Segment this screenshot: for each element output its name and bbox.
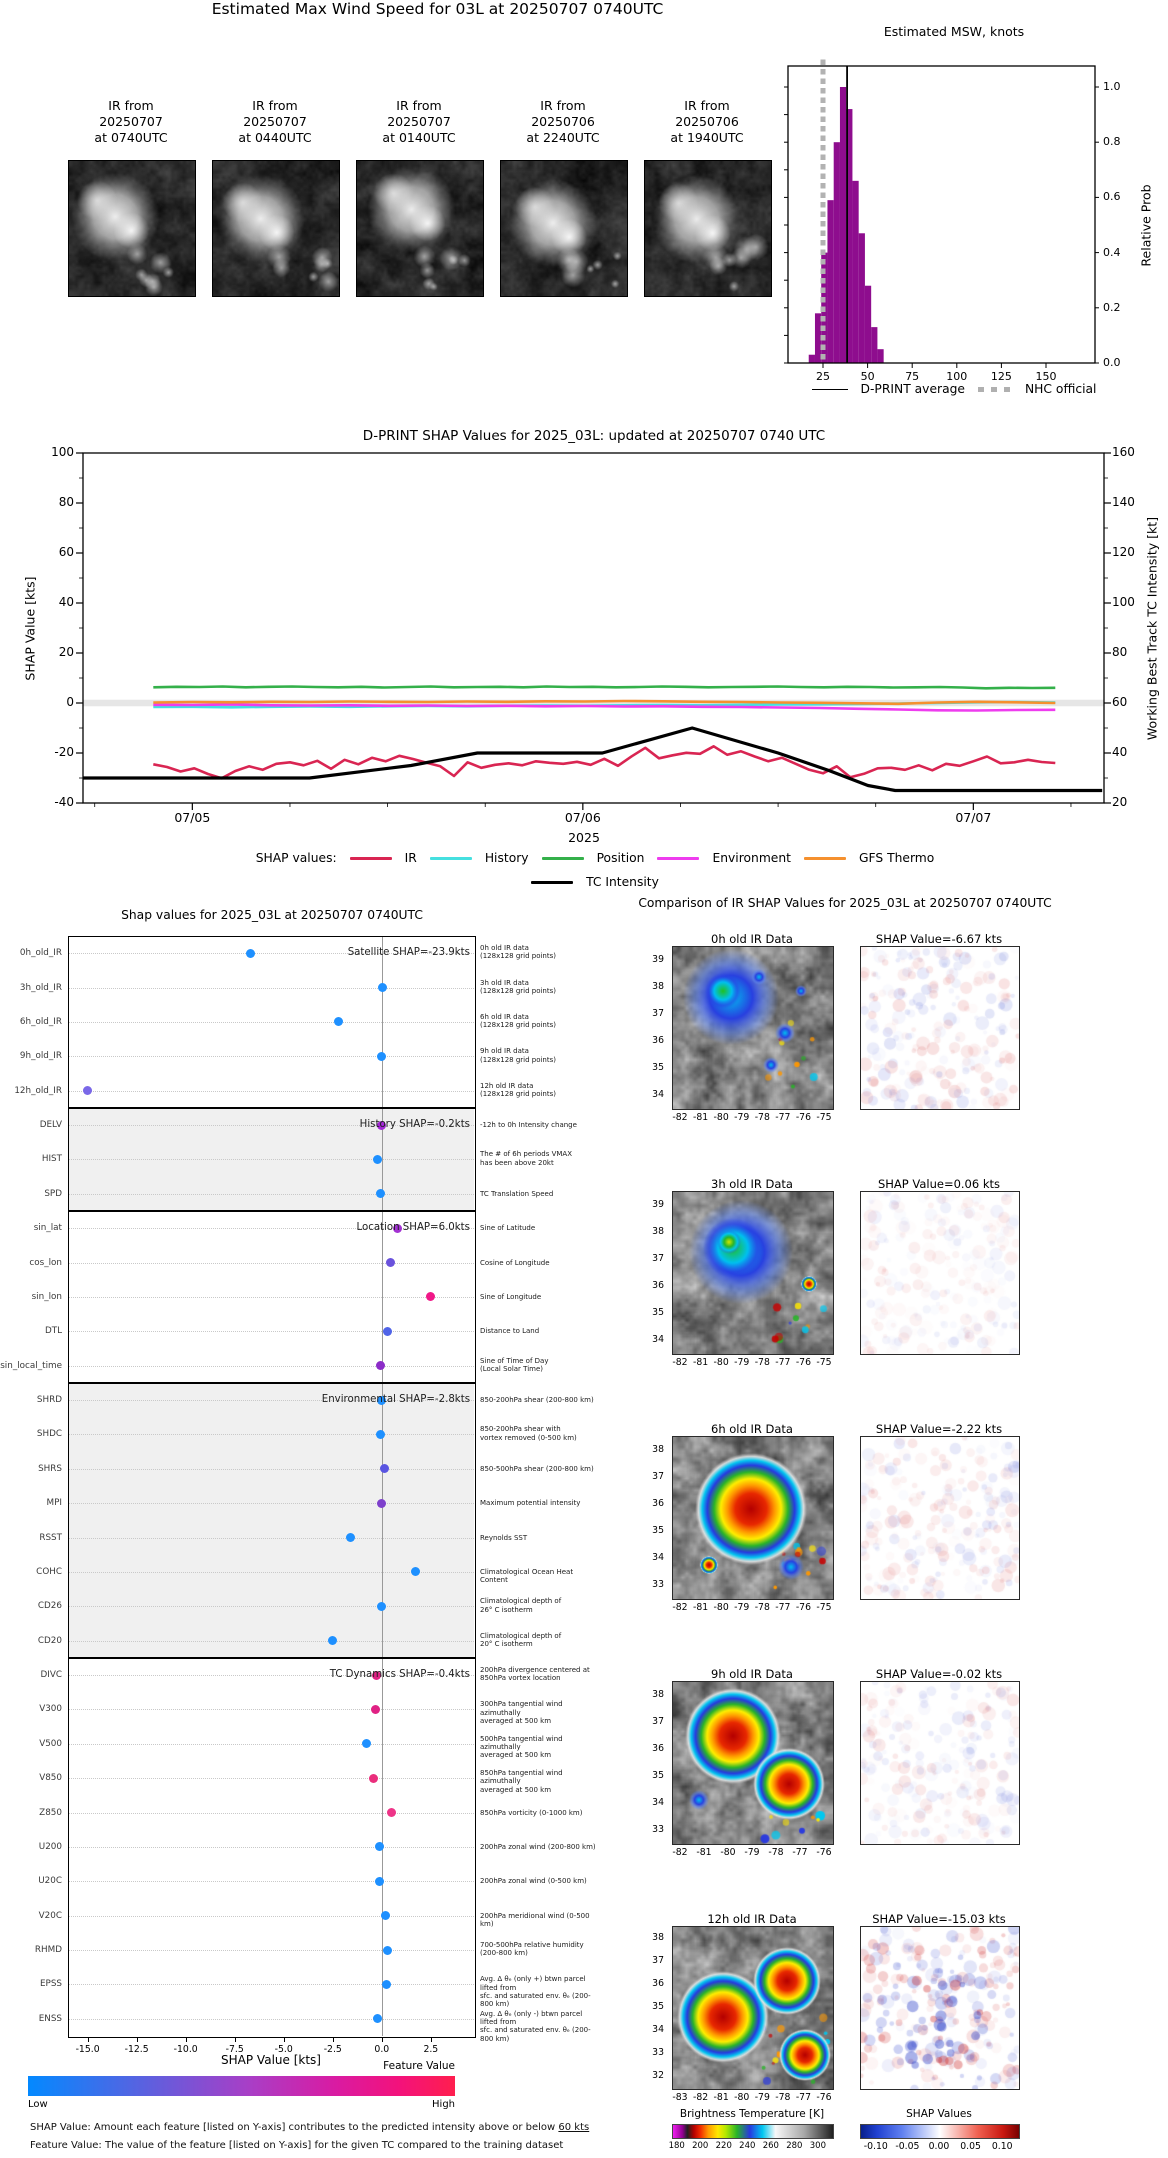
beeswarm-feature-label: MPI (46, 1498, 62, 1509)
beeswarm-feature-label: V500 (39, 1738, 62, 1749)
beeswarm-feature-label: DELV (39, 1120, 62, 1131)
beeswarm-xlabel: SHAP Value [kts] (221, 2053, 321, 2067)
beeswarm-xtick-label: -15.0 (75, 2044, 100, 2055)
lon-tick-label: -77 (775, 1602, 791, 1613)
beeswarm-feature-description: 200hPa zonal wind (0-500 km) (480, 1877, 587, 1886)
shap-footnote-1-text: SHAP Value: Amount each feature [listed on Y-axis] contributes to the predicted intensity above or below (30, 2122, 559, 2133)
ir-thumbnail-2 (356, 98, 482, 297)
lat-tick-label: 36 (652, 1279, 664, 1291)
ir-data-title-0: 0h old IR Data (711, 932, 793, 946)
timeline-ytick-left: 0 (66, 695, 74, 709)
timeline-ytick-left: 60 (58, 545, 74, 559)
ir-data-image-1 (672, 1191, 834, 1355)
feature-value-high-label: High (432, 2099, 455, 2110)
lat-tick-label: 38 (652, 1688, 664, 1700)
msw-histogram-block (740, 0, 1168, 420)
ir-data-title-4: 12h old IR Data (707, 1912, 797, 1926)
beeswarm-section-header: TC Dynamics SHAP=-0.4kts (329, 1669, 470, 1681)
histogram-ytick: 0.0 (1103, 356, 1121, 369)
beeswarm-feature-label: CD20 (37, 1635, 62, 1646)
shap-value-title-2: SHAP Value=-2.22 kts (875, 1422, 1003, 1436)
histogram-ytick: 1.0 (1103, 80, 1121, 93)
lat-tick-label: 37 (652, 1252, 664, 1264)
legend-swatch-tc-intensity (531, 881, 573, 884)
beeswarm-feature-label: 0h_old_IR (19, 948, 62, 959)
beeswarm-feature-description: 12h old IR data (128x128 grid points) (480, 1081, 556, 1098)
timeline-ytick-right: 100 (1112, 595, 1135, 609)
legend-swatch-position (542, 857, 584, 860)
lat-tick-label: 39 (652, 953, 664, 965)
beeswarm-feature-label: sin_lat (33, 1223, 62, 1234)
shap-value-title-3: SHAP Value=-0.02 kts (875, 1667, 1003, 1681)
lon-tick-label: -80 (713, 1357, 729, 1368)
lon-tick-label: -79 (754, 2092, 770, 2103)
histogram-legend (740, 382, 1168, 396)
legend-swatch-environment (657, 857, 699, 860)
ir-shap-image-2 (860, 1436, 1020, 1600)
beeswarm-feature-label: HIST (41, 1154, 62, 1165)
timeline-ytick-right: 80 (1112, 645, 1128, 659)
beeswarm-feature-label: SHRS (38, 1463, 62, 1474)
beeswarm-feature-label: 3h_old_IR (19, 982, 62, 993)
lon-tick-label: -75 (816, 1112, 832, 1123)
timeline-ytick-left: 40 (58, 595, 74, 609)
beeswarm-feature-description: 200hPa meridional wind (0-500 km) (480, 1911, 590, 1928)
beeswarm-feature-description: 850hPa vorticity (0-1000 km) (480, 1808, 583, 1817)
beeswarm-feature-label: V300 (39, 1704, 62, 1715)
lon-tick-label: -78 (754, 1602, 770, 1613)
lon-tick-label: -78 (754, 1357, 770, 1368)
ir-data-image-3 (672, 1681, 834, 1845)
shap-footnote-2: Feature Value: The value of the feature [listed on Y-axis] for the given TC compared to the training dataset (30, 2140, 564, 2151)
shap-colorbar-tick: 0.05 (960, 2141, 981, 2152)
comparison-title: Comparison of IR SHAP Values for 2025_03L at 20250707 0740UTC (638, 896, 1052, 910)
feature-value-low-label: Low (28, 2099, 48, 2110)
beeswarm-feature-label: sin_lon (31, 1291, 62, 1302)
histogram-xtick: 50 (860, 370, 875, 383)
ir-thumbnail-label: IR from 20250707 at 0740UTC (94, 98, 168, 145)
shap-footnote-1-underlined: 60 kts (558, 2122, 590, 2133)
ir-thumbnail-3 (500, 98, 626, 297)
timeline-ytick-right: 160 (1112, 445, 1135, 459)
beeswarm-feature-description: 850hPa tangential wind azimuthally averaged at 500 km (480, 1769, 563, 1794)
beeswarm-feature-label: V850 (39, 1773, 62, 1784)
timeline-year-label: 2025 (568, 830, 600, 845)
beeswarm-feature-label: U20C (38, 1876, 62, 1887)
shap-beeswarm-block (0, 900, 600, 2158)
beeswarm-feature-description: Sine of Latitude (480, 1224, 536, 1233)
timeline-ytick-left: 80 (58, 495, 74, 509)
beeswarm-feature-description: Avg. Δ θₑ (only +) btwn parcel lifted from sfc. and saturated env. θₑ (200-800 km) (480, 1975, 591, 2009)
ir-thumbnail-image (212, 160, 340, 297)
beeswarm-feature-description: The # of 6h periods VMAX has been above 20kt (480, 1150, 573, 1167)
bt-colorbar (672, 2124, 834, 2139)
lon-tick-label: -77 (795, 2092, 812, 2103)
shap-colorbar-tick: -0.10 (863, 2141, 888, 2152)
lon-tick-label: -78 (775, 2092, 791, 2103)
beeswarm-xtick-label: -2.5 (323, 2044, 342, 2055)
lat-tick-label: 34 (652, 1088, 664, 1100)
timeline-ytick-left: 100 (51, 445, 74, 459)
timeline-legend-row2 (60, 875, 1130, 889)
beeswarm-feature-description: 500hPa tangential wind azimuthally averaged at 500 km (480, 1734, 563, 1760)
lat-tick-label: 35 (652, 1061, 664, 1073)
feature-value-colorbar-title: Feature Value (383, 2060, 455, 2072)
lat-tick-label: 37 (652, 1715, 664, 1727)
feature-value-colorbar (28, 2076, 455, 2096)
beeswarm-feature-description: 0h old IR data (128x128 grid points) (480, 944, 556, 961)
legend-label-gfs-thermo: GFS Thermo (858, 851, 935, 865)
beeswarm-feature-label: DTL (44, 1326, 62, 1337)
lon-tick-label: -75 (816, 1602, 832, 1613)
beeswarm-xtick-mark (186, 2037, 187, 2042)
ir-data-image-0 (672, 946, 834, 1110)
dprint-average-line-sample (812, 389, 848, 390)
beeswarm-feature-description: Sine of Longitude (480, 1292, 542, 1301)
beeswarm-feature-label: 6h_old_IR (19, 1016, 62, 1027)
timeline-ytick-right: 20 (1112, 795, 1128, 809)
legend-label-ir: IR (404, 851, 417, 865)
timeline-ytick-left: -20 (54, 745, 74, 759)
lat-tick-label: 37 (652, 1007, 664, 1019)
legend-label-position: Position (596, 851, 645, 865)
beeswarm-feature-label: U200 (38, 1841, 62, 1852)
beeswarm-feature-label: cos_lon (29, 1257, 62, 1268)
lat-tick-label: 38 (652, 1931, 664, 1943)
beeswarm-feature-label: CD26 (37, 1601, 62, 1612)
lat-tick-label: 36 (652, 1977, 664, 1989)
lon-tick-label: -81 (692, 1602, 709, 1613)
lon-tick-label: -77 (775, 1357, 791, 1368)
timeline-ytick-left: -40 (54, 795, 74, 809)
lon-tick-label: -79 (734, 1357, 750, 1368)
beeswarm-feature-description: Climatological Ocean Heat Content (480, 1567, 574, 1585)
beeswarm-feature-description: Sine of Time of Day (Local Solar Time) (480, 1356, 549, 1373)
nhc-official-dash-sample (978, 387, 1012, 392)
lon-tick-label: -80 (734, 2092, 750, 2103)
lon-tick-label: -78 (768, 1847, 784, 1858)
beeswarm-feature-label: V20C (38, 1910, 62, 1921)
histogram-xtick: 150 (1035, 370, 1057, 383)
shap-colorbar-tick: 0.00 (928, 2141, 950, 2152)
beeswarm-feature-label: 9h_old_IR (19, 1051, 62, 1062)
lon-tick-label: -77 (792, 1847, 808, 1858)
lon-tick-label: -83 (672, 2092, 688, 2103)
legend-label-environment: Environment (712, 851, 791, 865)
beeswarm-feature-label: RSST (39, 1532, 62, 1543)
beeswarm-feature-label: SHRD (36, 1395, 62, 1406)
timeline-ytick-left: 20 (58, 645, 74, 659)
timeline-legend-row1 (60, 851, 1130, 865)
beeswarm-title: Shap values for 2025_03L at 20250707 0740UTC (121, 908, 423, 922)
ir-data-title-3: 9h old IR Data (711, 1667, 793, 1681)
beeswarm-feature-description: Cosine of Longitude (480, 1258, 550, 1267)
bt-colorbar-tick: 220 (715, 2141, 732, 2151)
ir-data-title-2: 6h old IR Data (711, 1422, 793, 1436)
ir-data-title-1: 3h old IR Data (711, 1177, 793, 1191)
lon-tick-label: -79 (734, 1112, 750, 1123)
lon-tick-label: -81 (713, 2092, 729, 2103)
beeswarm-xtick-label: -7.5 (225, 2044, 244, 2055)
ir-data-image-4 (672, 1926, 834, 2090)
beeswarm-feature-description: Avg. Δ θₑ (only -) btwn parcel lifted from sfc. and saturated env. θₑ (200-800 km) (480, 2009, 591, 2043)
lat-tick-label: 39 (652, 1198, 664, 1210)
bt-colorbar-tick: 280 (786, 2141, 803, 2151)
bt-colorbar-tick: 260 (762, 2141, 779, 2151)
legend-swatch-gfs-thermo (804, 857, 846, 860)
page-title: Estimated Max Wind Speed for 03L at 20250707 0740UTC (211, 0, 664, 18)
beeswarm-xtick-label: 0.0 (374, 2044, 390, 2055)
lat-tick-label: 33 (652, 1578, 664, 1590)
shap-colorbar-tick: -0.05 (895, 2141, 920, 2152)
lon-tick-label: -75 (816, 1357, 832, 1368)
beeswarm-feature-description: Climatological depth of 20° C isotherm (480, 1631, 562, 1648)
beeswarm-feature-description: 850-200hPa shear (200-800 km) (480, 1396, 594, 1405)
lon-tick-label: -76 (795, 1112, 812, 1123)
beeswarm-feature-description: 850-500hPa shear (200-800 km) (480, 1464, 594, 1473)
timeline-plot (60, 445, 1130, 817)
beeswarm-section-header: Environmental SHAP=-2.8kts (321, 1394, 470, 1406)
lat-tick-label: 37 (652, 1470, 664, 1482)
lat-tick-label: 34 (652, 1333, 664, 1345)
timeline-xtick: 07/05 (174, 810, 211, 825)
lat-tick-label: 35 (652, 1524, 664, 1536)
ir-shap-image-0 (860, 946, 1020, 1110)
beeswarm-feature-description: Reynolds SST (480, 1533, 528, 1542)
bt-colorbar-tick: 180 (668, 2141, 685, 2151)
beeswarm-feature-description: -12h to 0h Intensity change (480, 1121, 577, 1130)
shap-colorbar-title: SHAP Values (906, 2108, 972, 2120)
ir-thumbnail-1 (212, 98, 338, 297)
histogram-title: Estimated MSW, knots (883, 24, 1025, 39)
bt-colorbar-title: Brightness Temperature [K] (679, 2108, 825, 2120)
histogram-xtick: 125 (990, 370, 1012, 383)
lon-tick-label: -81 (692, 1112, 709, 1123)
beeswarm-feature-description: 6h old IR data (128x128 grid points) (480, 1012, 556, 1030)
legend-label-history: History (484, 851, 529, 865)
lat-tick-label: 36 (652, 1742, 664, 1754)
lon-tick-label: -82 (692, 2092, 709, 2103)
beeswarm-xtick-label: -12.5 (124, 2044, 149, 2055)
lon-tick-label: -76 (816, 2092, 832, 2103)
lat-tick-label: 35 (652, 1306, 664, 1318)
histogram-ytick: 0.4 (1103, 245, 1121, 259)
legend-nhc-official: NHC official (1024, 382, 1097, 396)
beeswarm-feature-label: DIVC (40, 1670, 62, 1681)
lon-tick-label: -76 (795, 1357, 812, 1368)
timeline-xtick: 07/07 (955, 810, 992, 825)
timeline-ytick-right: 140 (1112, 495, 1135, 509)
beeswarm-section-header: Satellite SHAP=-23.9kts (347, 947, 470, 959)
timeline-ytick-right: 60 (1112, 695, 1128, 709)
beeswarm-feature-label: RHMD (34, 1945, 62, 1956)
legend-swatch-ir (350, 857, 392, 860)
lon-tick-label: -78 (754, 1112, 770, 1123)
lat-tick-label: 38 (652, 1443, 664, 1455)
beeswarm-feature-description: TC Translation Speed (480, 1189, 554, 1198)
shap-value-title-0: SHAP Value=-6.67 kts (875, 932, 1003, 946)
beeswarm-xtick-label: 2.5 (423, 2044, 439, 2055)
beeswarm-feature-label: SPD (44, 1188, 62, 1199)
timeline-ytick-right: 40 (1112, 745, 1128, 759)
beeswarm-feature-label: EPSS (39, 1979, 62, 1990)
ir-thumbnail-image (68, 160, 196, 297)
ir-thumbnail-label: IR from 20250706 at 2240UTC (526, 98, 600, 145)
lat-tick-label: 32 (652, 2070, 664, 2082)
ir-thumbnail-image (500, 160, 628, 297)
legend-dprint-average: D-PRINT average (860, 382, 965, 396)
legend-swatch-history (430, 857, 472, 860)
beeswarm-feature-label: 12h_old_IR (14, 1085, 62, 1096)
bt-colorbar-tick: 240 (739, 2141, 756, 2151)
lon-tick-label: -80 (713, 1112, 729, 1123)
beeswarm-feature-label: Z850 (39, 1807, 62, 1818)
histogram-ylabel: Relative Prob (1138, 184, 1154, 267)
shap-footnote-1 (30, 2122, 590, 2133)
lat-tick-label: 35 (652, 1769, 664, 1781)
timeline-title: D-PRINT SHAP Values for 2025_03L: updated at 20250707 0740 UTC (362, 428, 826, 444)
beeswarm-feature-description: 300hPa tangential wind azimuthally averaged at 500 km (480, 1700, 563, 1725)
ir-thumbnail-0 (68, 98, 194, 297)
ir-thumbnail-image (356, 160, 484, 297)
lat-tick-label: 34 (652, 2024, 664, 2036)
shap-value-title-4: SHAP Value=-15.03 kts (872, 1912, 1006, 1926)
histogram-ytick: 0.2 (1103, 300, 1121, 314)
lat-tick-label: 38 (652, 1225, 664, 1237)
shap-colorbar-tick: 0.10 (991, 2141, 1013, 2152)
beeswarm-feature-description: Distance to Land (480, 1327, 540, 1336)
timeline-ylabel-left: SHAP Value [kts] (22, 576, 38, 681)
histogram-xtick: 25 (816, 370, 830, 383)
bt-colorbar-tick: 300 (809, 2141, 826, 2151)
beeswarm-feature-description: 850-200hPa shear with vortex removed (0-500 km) (480, 1425, 577, 1442)
histogram-ytick: 0.8 (1103, 135, 1121, 149)
lat-tick-label: 35 (652, 2001, 664, 2012)
beeswarm-feature-description: 9h old IR data (128x128 grid points) (480, 1047, 556, 1064)
beeswarm-feature-label: sin_local_time (0, 1360, 62, 1371)
ir-data-image-2 (672, 1436, 834, 1600)
lon-tick-label: -80 (713, 1602, 729, 1613)
lon-tick-label: -80 (720, 1847, 736, 1858)
beeswarm-xtick-mark (284, 2037, 285, 2042)
histogram-xtick: 75 (905, 370, 920, 383)
lon-tick-label: -81 (692, 1357, 709, 1368)
beeswarm-xtick-mark (137, 2037, 138, 2042)
lat-tick-label: 38 (652, 980, 664, 992)
lon-tick-label: -82 (672, 1112, 688, 1123)
shap-colorbar (860, 2124, 1020, 2139)
lon-tick-label: -82 (672, 1847, 688, 1858)
lat-tick-label: 33 (652, 1823, 664, 1835)
lat-tick-label: 36 (652, 1034, 664, 1046)
lon-tick-label: -76 (816, 1847, 832, 1858)
beeswarm-feature-description: Maximum potential intensity (480, 1499, 581, 1508)
beeswarm-feature-description: 3h old IR data (128x128 grid points) (480, 978, 556, 995)
timeline-legend-prefix: SHAP values: (255, 851, 337, 865)
lon-tick-label: -79 (734, 1602, 750, 1613)
ir-shap-image-3 (860, 1681, 1020, 1845)
beeswarm-xtick-label: -10.0 (173, 2044, 198, 2055)
lon-tick-label: -79 (744, 1847, 760, 1858)
beeswarm-section-header: Location SHAP=6.0kts (356, 1222, 470, 1234)
legend-label-tc-intensity: TC Intensity (586, 875, 659, 889)
lon-tick-label: -77 (775, 1112, 791, 1123)
histogram-xtick: 100 (946, 370, 968, 383)
ir-thumbnail-label: IR from 20250707 at 0140UTC (382, 98, 456, 145)
beeswarm-xtick-mark (431, 2037, 432, 2042)
shap-value-title-1: SHAP Value=0.06 kts (877, 1177, 1001, 1191)
beeswarm-feature-label: ENSS (38, 2013, 62, 2024)
ir-thumbnail-label: IR from 20250707 at 0440UTC (238, 98, 312, 145)
histogram-ytick: 0.6 (1103, 190, 1121, 204)
lat-tick-label: 36 (652, 1497, 664, 1509)
beeswarm-xtick-label: -5.0 (274, 2044, 293, 2055)
lat-tick-label: 34 (652, 1551, 664, 1563)
beeswarm-feature-description: 700-500hPa relative humidity (200-800 km) (480, 1941, 584, 1958)
ir-shap-image-4 (860, 1926, 1020, 2090)
lon-tick-label: -81 (696, 1847, 712, 1858)
lon-tick-label: -82 (672, 1357, 688, 1368)
beeswarm-xtick-mark (235, 2037, 236, 2042)
beeswarm-plot-border (68, 936, 476, 2038)
beeswarm-feature-description: 200hPa zonal wind (200-800 km) (480, 1842, 596, 1851)
beeswarm-section-header: History SHAP=-0.2kts (359, 1119, 470, 1131)
ir-thumbnail-strip (0, 0, 780, 320)
lat-tick-label: 33 (652, 2047, 664, 2059)
lat-tick-label: 37 (652, 1954, 664, 1966)
beeswarm-xtick-mark (382, 2037, 383, 2042)
ir-thumbnail-label: IR from 20250706 at 1940UTC (670, 98, 744, 145)
bt-colorbar-tick: 200 (692, 2141, 709, 2151)
beeswarm-feature-label: SHDC (36, 1429, 62, 1440)
beeswarm-xtick-mark (333, 2037, 334, 2042)
beeswarm-xtick-mark (88, 2037, 89, 2042)
lat-tick-label: 34 (652, 1796, 664, 1808)
beeswarm-feature-description: 200hPa divergence centered at 850hPa vortex location (480, 1666, 590, 1683)
timeline-ylabel-right: Working Best Track TC Intensity [kt] (1144, 516, 1160, 741)
lon-tick-label: -82 (672, 1602, 688, 1613)
lon-tick-label: -76 (795, 1602, 812, 1613)
timeline-xtick: 07/06 (564, 810, 601, 825)
ir-shap-image-1 (860, 1191, 1020, 1355)
timeline-ytick-right: 120 (1112, 545, 1135, 559)
beeswarm-feature-label: COHC (36, 1566, 62, 1577)
beeswarm-feature-description: Climatological depth of 26° C isotherm (480, 1597, 562, 1614)
